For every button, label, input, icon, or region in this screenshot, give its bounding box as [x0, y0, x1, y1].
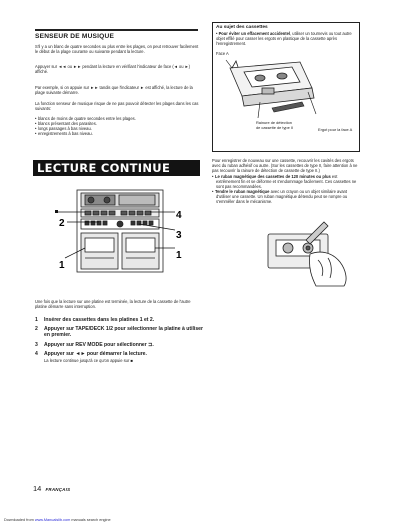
list-item: • blancs présentant des parasites. [35, 121, 200, 126]
download-credit: Downloaded from www.Manualslib.com manuals search engine [4, 518, 111, 522]
diagram-callout-1-left: 1 [59, 260, 65, 271]
callout-face-a-tab: Ergot pour la face A [318, 127, 353, 132]
music-sensor-paragraph-1: S'il y a un blanc de quatre secondes ou plus entre les plages, on peut retrouver facilement le début de la plage courante ou suivante pendant la lecture. [35, 44, 199, 55]
step-4: 4 Appuyer sur ◄► pour démarrer la lecture. [35, 350, 147, 357]
cassette-care-list [212, 158, 360, 205]
list-item: Pour enregistrer de nouveau sur une cassette, recouvrir les cavités des ergots avec du ruban adhésif ou autre. (Sur les cassettes de type II, faire attention à ne pas recouvrir la rainure de détection de cassette de type II.) [212, 158, 358, 174]
step-3: 3 Appuyer sur REV MODE pour sélectionner ⊐. [35, 341, 154, 348]
footer-language: FRANÇAIS [45, 487, 71, 492]
music-sensor-paragraph-4: La fonction senseur de musique risque de ne pas pouvoir détecter les plages dans les cas suivants: [35, 101, 199, 112]
callout-type-ii-groove: Rainure de détection de cassette de type II [256, 120, 293, 130]
stereo-system-illustration [55, 188, 185, 278]
face-a-label: Face A [216, 51, 229, 56]
manualslib-link[interactable]: www.Manualslib.com [34, 518, 71, 522]
page-footer [33, 484, 70, 493]
diagram-callout-3: 3 [176, 230, 182, 241]
cassette-lead-paragraph: • Pour éviter un effacement accidentel, utiliser un tournevis ou tout autre objet effilé pour casser les ergots en plastique de la cassette après l'enregistrement. [216, 31, 352, 47]
list-item: • blancs de moins de quatre secondes entre les plages. [35, 116, 200, 121]
step-2: 2 Appuyer sur TAPE/DECK 1/2 pour sélectionner la platine à utiliser en premier. [35, 326, 203, 339]
list-item: • Le ruban magnétique des cassettes de 120 minutes ou plus est extrêmement fin et se déforme et s'endommage facilement. Ces cassettes ne sont pas recommandées. [212, 174, 360, 189]
list-item: • enregistrements à bas niveau. [35, 131, 200, 136]
list-item: • longs passages à bas niveau. [35, 126, 200, 131]
step-4-note: La lecture continue jusqu'à ce qu'on appuie sur ■ [44, 358, 133, 364]
continuous-play-intro: Une fois que la lecture sur une platine est terminée, la lecture de la cassette de l'autre platine démarre sans interruption. [35, 299, 191, 310]
cassette-illustration [222, 58, 322, 120]
music-sensor-bullet-list [35, 116, 200, 136]
diagram-callout-2: 2 [59, 218, 65, 229]
section-banner-continuous-play: LECTURE CONTINUE [33, 160, 200, 176]
music-sensor-paragraph-3: Par exemple, si on appuie sur ►► tandis que l'indicateur ► est affiché, la lecture de la plage suivante démarre. [35, 85, 193, 96]
instruction-steps [35, 317, 205, 363]
music-sensor-paragraph-2: Appuyer sur ◄◄ ou ►► pendant la lecture en vérifiant l'indicateur de face (◄ ou ►) affiché. [35, 64, 191, 75]
cassette-heading: Au sujet des cassettes [216, 25, 268, 30]
tape-tightening-illustration [262, 220, 354, 288]
list-item: • Tendre le ruban magnétique avec un crayon ou un objet similaire avant d'utiliser une cassette. Un ruban magnétique détendu peut se rompre ou s'emmêler dans le mécanisme. [212, 189, 360, 204]
diagram-callout-4: 4 [176, 210, 182, 221]
step-1: 1 Insérer des cassettes dans les platines 1 et 2. [35, 317, 155, 323]
page-number: 14 [33, 484, 42, 493]
diagram-callout-1-right: 1 [176, 250, 182, 261]
section-title-music-sensor: SENSEUR DE MUSIQUE [35, 29, 198, 40]
